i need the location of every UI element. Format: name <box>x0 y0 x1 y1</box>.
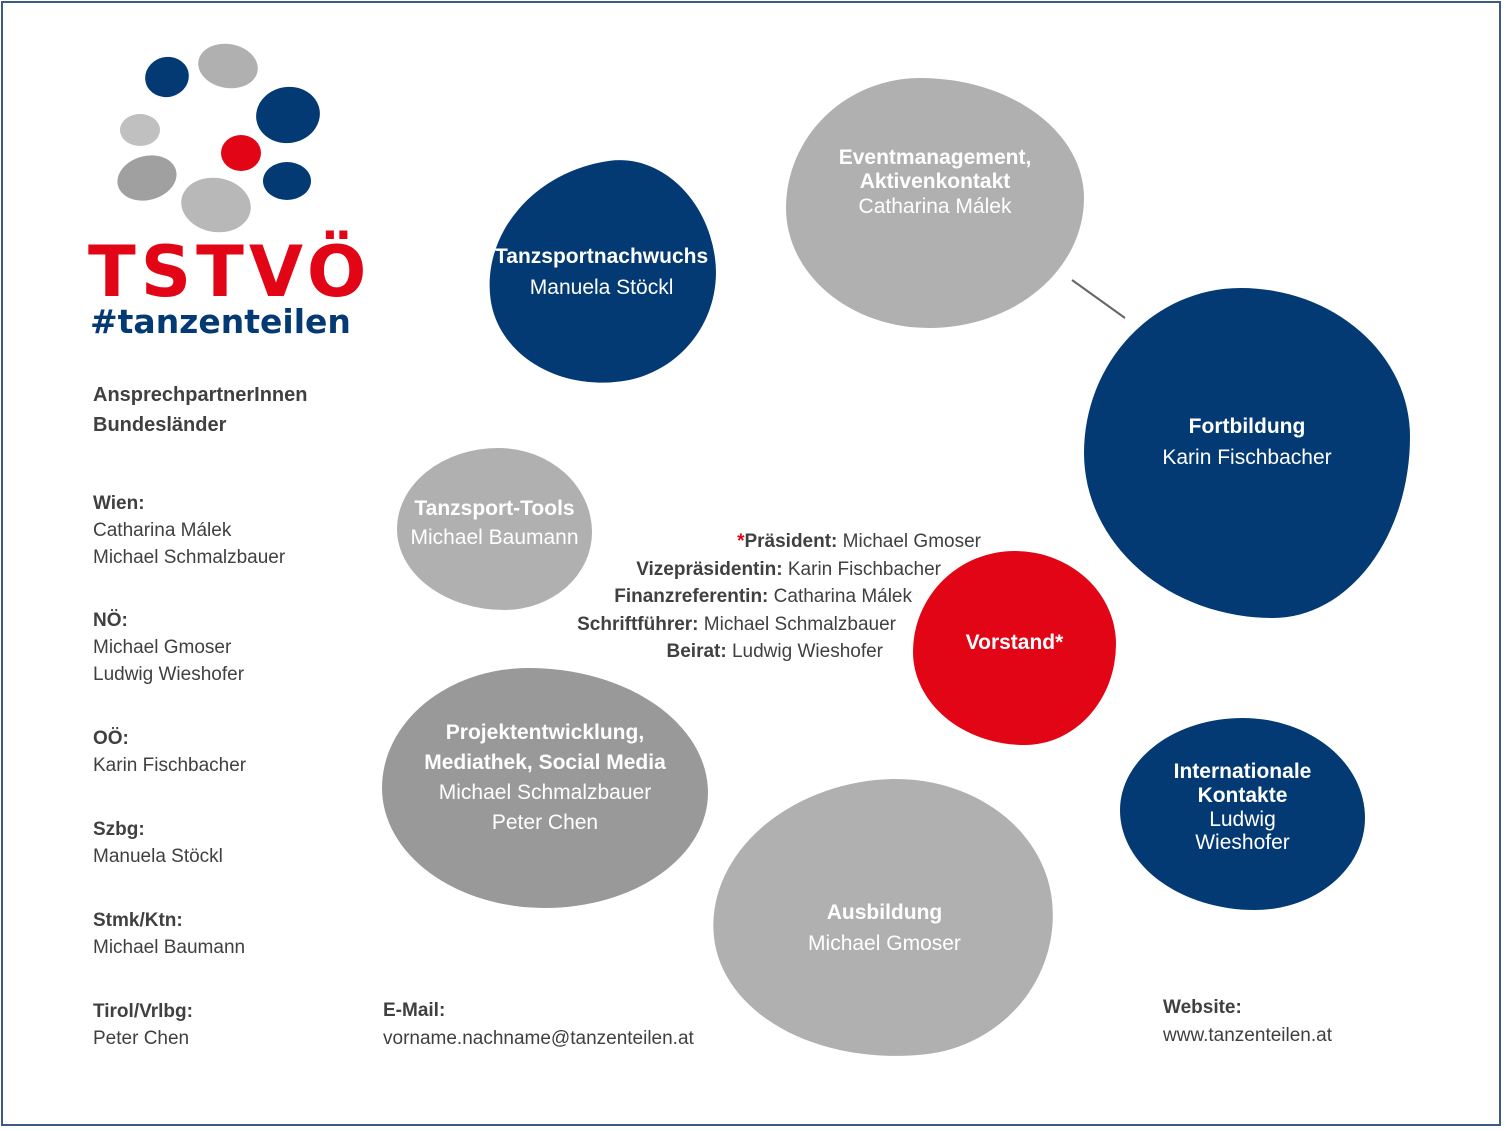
website-link[interactable]: www.tanzenteilen.at <box>1163 1025 1332 1046</box>
email-block <box>383 997 694 1053</box>
region-name: Szbg: <box>93 819 145 840</box>
required-star: * <box>737 531 745 552</box>
bubble-title: Tanzsport-Tools <box>414 497 575 520</box>
member-name: Michael Schmalzbauer <box>698 613 896 635</box>
contacts-heading-line1: AnsprechpartnerInnen <box>93 384 308 406</box>
region-person: Peter Chen <box>93 1028 190 1049</box>
vorstand-member-row <box>540 556 985 584</box>
region-person: Karin Fischbacher <box>93 755 247 776</box>
member-role: Beirat: <box>666 641 727 662</box>
bubble-title: Projektentwicklung, <box>445 721 645 744</box>
contacts-heading-line2: Bundesländer <box>93 414 227 436</box>
vorstand-member-row <box>540 638 985 666</box>
region-name: Wien: <box>93 493 145 514</box>
vorstand-member-row <box>540 528 985 556</box>
region-name: Tirol/Vrlbg: <box>93 1001 193 1022</box>
member-name: Michael Gmoser <box>837 531 981 552</box>
member-name: Karin Fischbacher <box>782 558 941 580</box>
website-label: Website: <box>1163 997 1242 1018</box>
member-role: Finanzreferentin: <box>614 586 769 607</box>
bubble-title: Mediathek, Social Media <box>424 751 666 774</box>
bubble-person: Peter Chen <box>491 811 599 834</box>
bubble-person: Karin Fischbacher <box>1162 446 1332 469</box>
vorstand-member-row <box>540 611 985 639</box>
vorstand-members <box>540 528 985 666</box>
bubble-person: Michael Schmalzbauer <box>438 781 652 804</box>
member-role: Präsident: <box>744 531 838 552</box>
bubble-person: Michael Gmoser <box>807 931 961 955</box>
region-person: Ludwig Wieshofer <box>93 664 245 685</box>
region-person: Michael Baumann <box>93 937 246 958</box>
bubble-person: Ludwig <box>1209 807 1276 831</box>
bubble-title: Eventmanagement, <box>838 146 1032 169</box>
bubble-title: Kontakte <box>1197 783 1288 807</box>
member-role: Vizepräsidentin: <box>636 558 783 580</box>
bubble-person: Catharina Málek <box>858 195 1012 218</box>
region-name: NÖ: <box>93 610 128 631</box>
region-person: Michael Schmalzbauer <box>93 547 286 568</box>
website-block <box>1163 994 1332 1050</box>
bubble-title: Fortbildung <box>1188 415 1306 438</box>
bubble-title: Internationale <box>1173 759 1312 783</box>
member-name: Ludwig Wieshofer <box>726 641 883 662</box>
bubble-person: Michael Baumann <box>410 526 579 549</box>
member-role: Schriftführer: <box>577 613 699 635</box>
bubble-title: Ausbildung <box>826 900 942 924</box>
region-person: Manuela Stöckl <box>93 846 223 867</box>
bubble-title: Tanzsportnachwuchs <box>495 245 709 269</box>
bubble-person: Manuela Stöckl <box>530 276 674 300</box>
bubble-person: Wieshofer <box>1195 830 1290 854</box>
logo-tagline: #tanzenteilen <box>90 302 351 341</box>
email-link[interactable]: vorname.nachname@tanzenteilen.at <box>383 1028 694 1049</box>
member-name: Catharina Málek <box>768 586 912 607</box>
region-person: Michael Gmoser <box>93 637 232 658</box>
vorstand-member-row <box>540 583 985 611</box>
email-label: E-Mail: <box>383 1000 446 1021</box>
region-person: Catharina Málek <box>93 520 232 541</box>
logo-title: TSTVÖ <box>88 231 372 313</box>
region-name: OÖ: <box>93 728 129 749</box>
region-name: Stmk/Ktn: <box>93 910 183 931</box>
bubble-title: Aktivenkontakt <box>859 170 1011 193</box>
bubble-title: Vorstand* <box>965 631 1064 654</box>
